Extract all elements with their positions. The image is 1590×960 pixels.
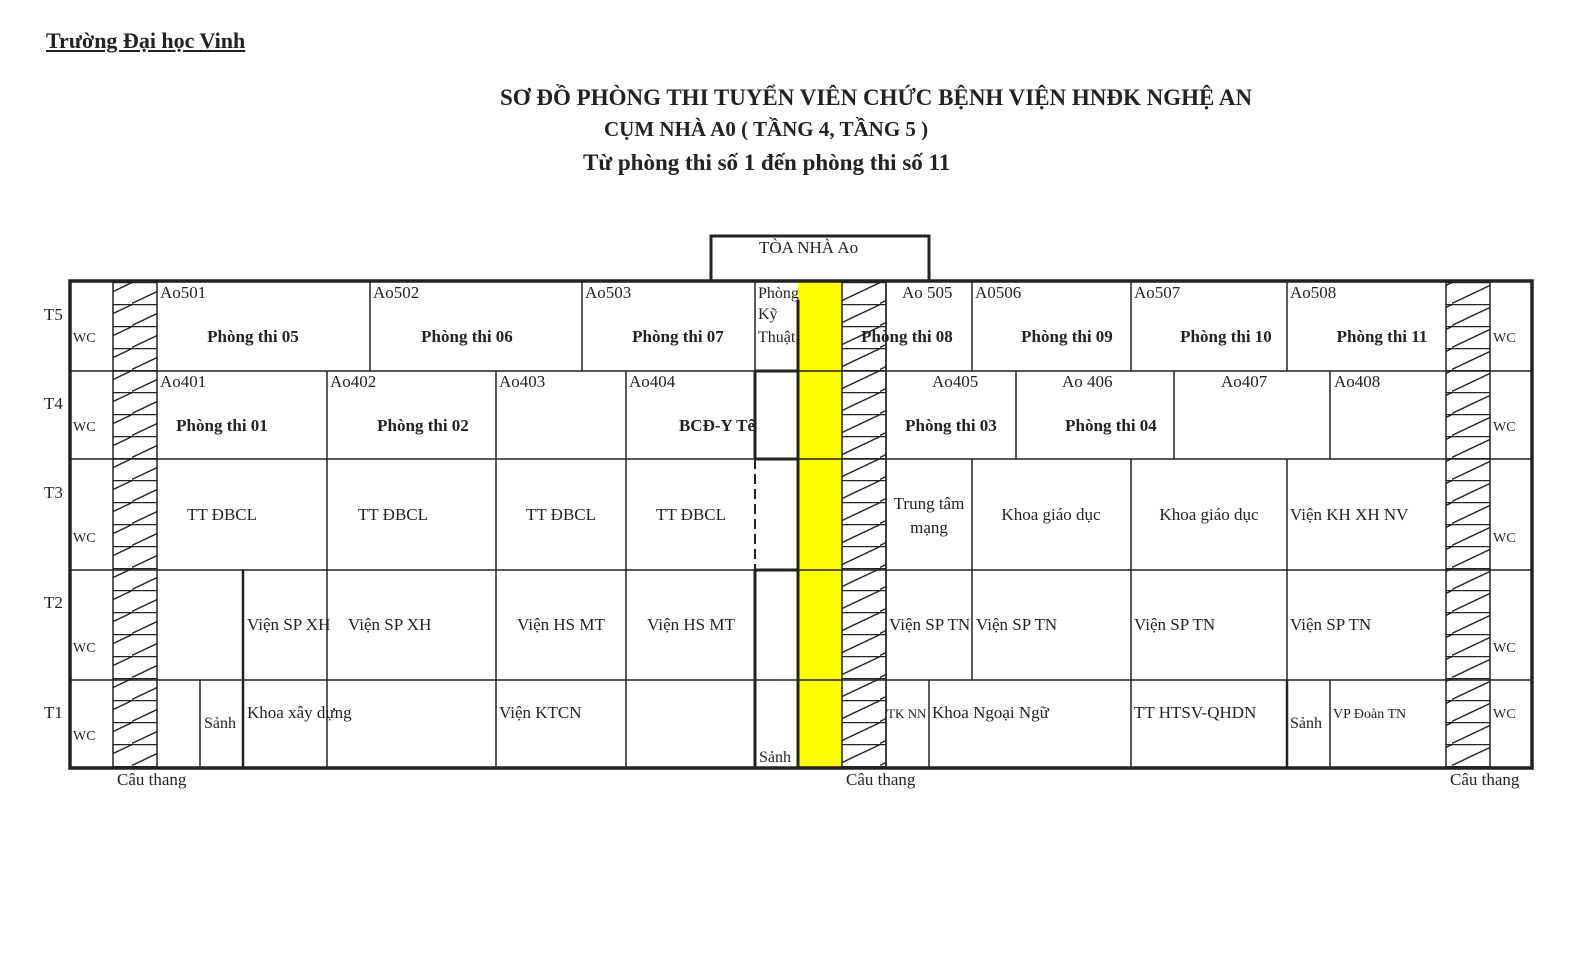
room-range: Từ phòng thi số 1 đến phòng thi số 11 — [583, 150, 951, 175]
stairwell-left — [113, 282, 157, 768]
floor-label-t1: T1 — [44, 703, 63, 722]
floor-label-t5: T5 — [44, 305, 63, 324]
page-subtitle: CỤM NHÀ A0 ( TẦNG 4, TẦNG 5 ) — [604, 117, 929, 141]
corridor — [798, 282, 842, 768]
room-code: Ao502 — [373, 283, 420, 302]
stairs-label-right: Câu thang — [1450, 770, 1520, 789]
exam-room-name: Phòng thi 03 — [905, 416, 997, 435]
exam-room-name: Phòng thi 07 — [632, 327, 724, 346]
room-code: Ao501 — [160, 283, 207, 302]
room-code: Ao401 — [160, 372, 207, 391]
room-name-line: mạng — [910, 518, 948, 537]
room-name: Khoa xây dựng — [247, 703, 352, 722]
room-code: Ao402 — [330, 372, 377, 391]
room-walls — [200, 282, 1330, 768]
room-name: Viện HS MT — [647, 615, 735, 634]
room-name: Khoa Ngoại Ngữ — [932, 703, 1049, 722]
room-code: Ao404 — [629, 372, 676, 391]
wc-label: WC — [1493, 531, 1516, 546]
room-name: Viện SP TN — [1134, 615, 1216, 634]
wc-label: WC — [1493, 331, 1516, 346]
room-name: TK NN — [887, 706, 927, 721]
room-code: Ao405 — [932, 372, 979, 391]
room-code: Ao403 — [499, 372, 546, 391]
stairwell-center — [842, 282, 886, 768]
stairs-label-left: Câu thang — [117, 770, 187, 789]
tech-room — [758, 285, 799, 346]
wc-label: WC — [1493, 420, 1516, 435]
exam-room-name: Phòng thi 10 — [1180, 327, 1272, 346]
floor-label-t4: T4 — [44, 394, 63, 413]
room-name-line: Trung tâm — [893, 494, 965, 513]
room-code: Ao508 — [1290, 283, 1337, 302]
exam-room-name: Phòng thi 04 — [1065, 416, 1157, 435]
room-name: Viện SP XH — [348, 615, 432, 634]
room-code: Ao407 — [1221, 372, 1268, 391]
room-name: Viện KH XH NV — [1290, 505, 1409, 524]
room-name: TT ĐBCL — [655, 505, 727, 524]
room-name: Viện HS MT — [517, 615, 605, 634]
floor-labels — [44, 305, 63, 722]
floor-4-rooms — [160, 372, 1380, 435]
room-code: Ao 505 — [902, 283, 953, 302]
lobby-label: Sảnh — [759, 749, 791, 766]
room-name: TT ĐBCL — [186, 505, 258, 524]
room-name: Viện KTCN — [499, 703, 582, 722]
wc-label: WC — [73, 331, 96, 346]
exam-room-name: Phòng thi 11 — [1336, 327, 1428, 346]
room-name: Viện SP TN — [889, 615, 971, 634]
room-name: Khoa giáo dục — [1001, 505, 1101, 524]
staff-room-name: BCĐ-Y Tế — [678, 416, 755, 435]
lobby-label: Sảnh — [204, 715, 236, 732]
room-code: Ao503 — [585, 283, 632, 302]
exam-room-name: Phòng thi 09 — [1021, 327, 1113, 346]
room-name: Viện SP XH — [247, 615, 331, 634]
wc-label: WC — [73, 420, 96, 435]
room-name: Viện SP TN — [976, 615, 1058, 634]
wc-label: WC — [73, 641, 96, 656]
room-name: Khoa giáo dục — [1159, 505, 1259, 524]
wc-label: WC — [1493, 707, 1516, 722]
page-title: SƠ ĐỒ PHÒNG THI TUYỂN VIÊN CHỨC BỆNH VIỆN HNĐK NGHỆ AN — [500, 85, 1253, 110]
university-name: Trường Đại học Vinh — [46, 28, 246, 53]
wc-label: WC — [73, 531, 96, 546]
room-code: Ao507 — [1134, 283, 1181, 302]
stairs-label-center: Câu thang — [846, 770, 916, 789]
room-name: TT ĐBCL — [525, 505, 597, 524]
room-name: TT HTSV-QHDN — [1134, 703, 1257, 722]
tech-room-line: Phòng — [758, 285, 799, 302]
room-code: A0506 — [975, 283, 1022, 302]
exam-room-name: Phòng thi 05 — [207, 327, 299, 346]
floor-label-t3: T3 — [44, 483, 63, 502]
room-code: Ao408 — [1334, 372, 1381, 391]
room-code: Ao 406 — [1062, 372, 1113, 391]
corridor-walls — [755, 300, 798, 768]
room-name: TT ĐBCL — [357, 505, 429, 524]
exam-room-name: Phòng thi 08 — [861, 327, 953, 346]
room-name: Viện SP TN — [1290, 615, 1372, 634]
room-name: VP Đoàn TN — [1333, 707, 1407, 722]
exam-room-name: Phòng thi 02 — [377, 416, 469, 435]
lobby-label: Sảnh — [1290, 715, 1322, 732]
wc-label: WC — [1493, 641, 1516, 656]
stair-labels — [117, 770, 1520, 789]
stairwell-right — [1446, 282, 1490, 768]
floor-label-t2: T2 — [44, 593, 63, 612]
tech-room-line: Thuật — [758, 329, 796, 346]
wc-label: WC — [73, 729, 96, 744]
exam-room-name: Phòng thi 06 — [421, 327, 513, 346]
tech-room-line: Kỹ — [758, 306, 778, 323]
building-label: TÒA NHÀ Ao — [759, 238, 859, 257]
exam-room-name: Phòng thi 01 — [176, 416, 268, 435]
wc-labels — [73, 331, 1516, 744]
